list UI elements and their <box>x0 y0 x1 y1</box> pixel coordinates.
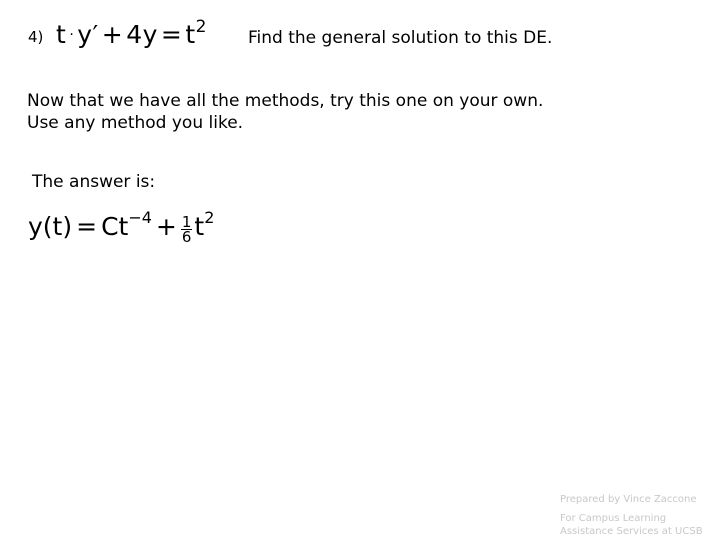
eq-dot-operator: · <box>69 27 75 43</box>
differential-equation <box>56 17 207 49</box>
credits-watermark <box>560 493 703 538</box>
intro-paragraph <box>27 90 543 134</box>
answer-plus-operator: + <box>155 212 177 241</box>
answer-fraction <box>181 212 193 246</box>
eq-term-t: t <box>56 20 67 49</box>
eq-plus-operator: + <box>101 20 124 49</box>
credits-org-line-2: Assistance Services at UCSB <box>560 526 703 537</box>
answer-term2-base: t <box>194 212 205 241</box>
problem-number: 4) <box>28 28 44 46</box>
eq-term-4y: 4y <box>126 20 158 49</box>
answer-term2-exponent: 2 <box>204 208 215 227</box>
intro-line-2: Use any method you like. <box>27 113 244 133</box>
answer-lhs: y(t) <box>28 212 73 241</box>
eq-rhs-base: t <box>185 20 196 49</box>
fraction-numerator: 1 <box>181 212 192 231</box>
problem-instruction: Find the general solution to this DE. <box>248 28 553 48</box>
eq-rhs-exponent: 2 <box>195 17 207 37</box>
answer-term1-base: Ct <box>101 212 129 241</box>
answer-label: The answer is: <box>32 172 156 192</box>
answer-term1-exponent: −4 <box>128 208 152 227</box>
answer-equation <box>28 208 215 246</box>
eq-equals-sign: = <box>160 20 183 49</box>
answer-equals-sign: = <box>76 212 98 241</box>
credits-org-line-1: For Campus Learning <box>560 513 667 524</box>
fraction-denominator: 6 <box>181 227 192 246</box>
eq-term-y-prime: y′ <box>77 20 99 49</box>
intro-line-1: Now that we have all the methods, try this one on your own. <box>27 91 544 111</box>
credits-author: Prepared by Vince Zaccone <box>560 494 697 505</box>
